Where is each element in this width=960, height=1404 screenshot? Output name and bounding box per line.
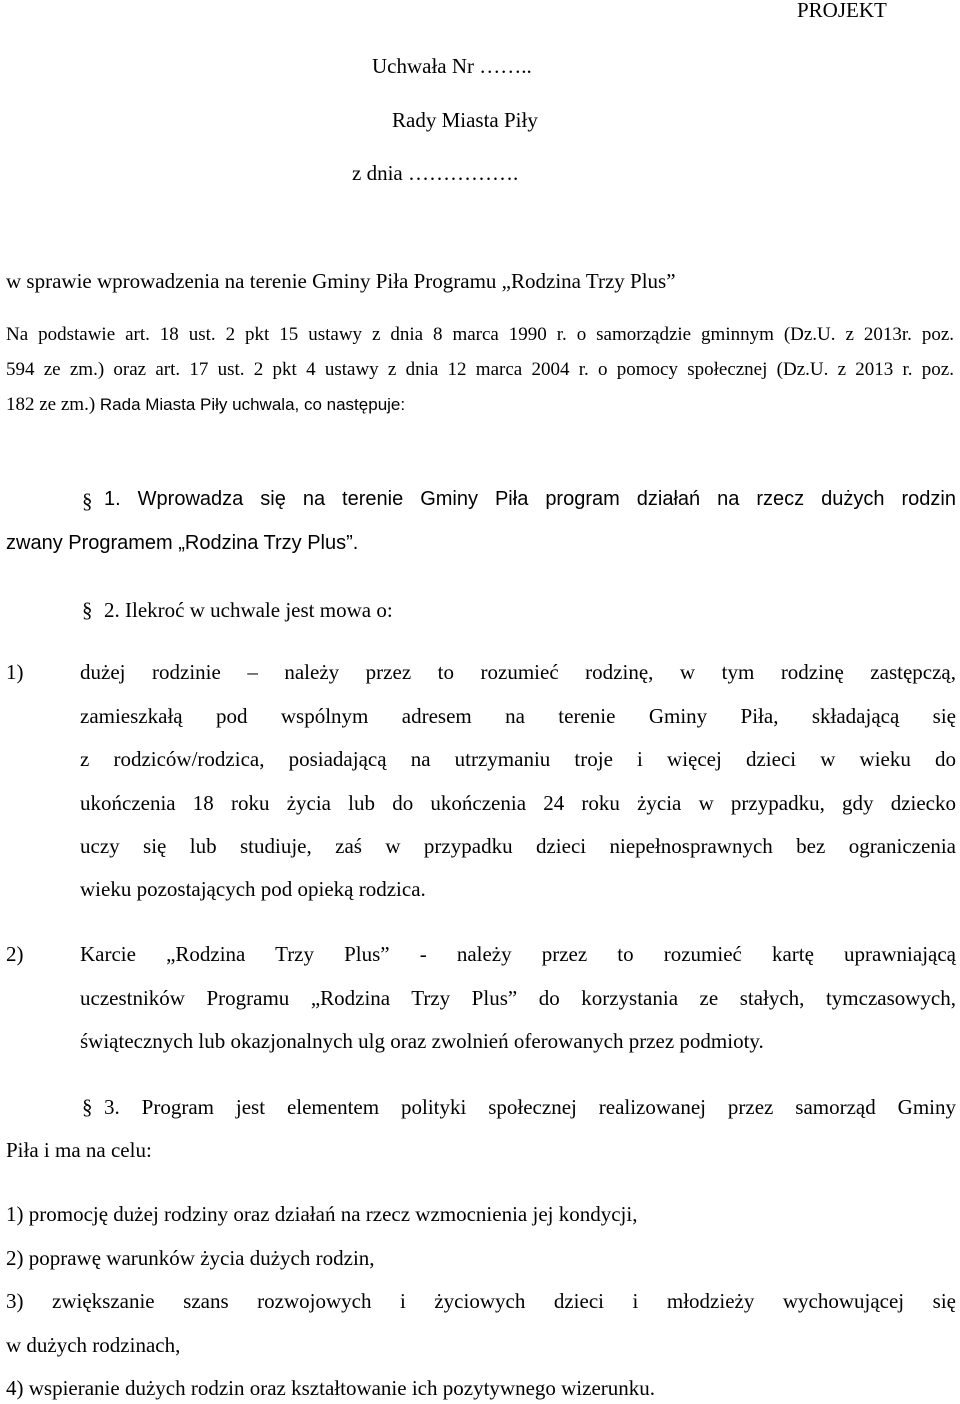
definition-1-number: 1) [6, 660, 24, 684]
legal-basis-line-3 [6, 394, 405, 416]
goal-item: 2) poprawę warunków życia dużych rodzin, [6, 1246, 375, 1270]
definition-1-line: dużej rodzinie – należy przez to rozumieć rodzinę, w tym rodzinę zastępczą, [80, 660, 956, 684]
definition-2-line: uczestników Programu „Rodzina Trzy Plus” do korzystania ze stałych, tymczasowych, [80, 986, 956, 1010]
project-label: PROJEKT [797, 0, 887, 22]
section-1-symbol: § [82, 489, 93, 513]
resolution-date: z dnia ……………. [352, 161, 519, 185]
goal-item-continued: w dużych rodzinach, [6, 1333, 181, 1357]
section-3-symbol: § [82, 1095, 93, 1119]
legal-basis-citation: 182 ze zm.) [6, 394, 96, 415]
goal-item: 3) zwiększanie szans rozwojowych i życiowych dzieci i młodzieży wychowującej się [6, 1289, 956, 1313]
goal-item: 1) promocję dużej rodziny oraz działań na rzecz wzmocnienia jej kondycji, [6, 1202, 638, 1226]
definition-1-line: zamieszkałą pod wspólnym adresem na terenie Gminy Piła, składającą się [80, 704, 956, 728]
section-1-line-2: zwany Programem „Rodzina Trzy Plus”. [6, 532, 359, 554]
definition-1-line: uczy się lub studiuje, zaś w przypadku dzieci niepełnosprawnych bez ograniczenia [80, 834, 956, 858]
resolution-number: Uchwała Nr …….. [372, 54, 532, 78]
section-1-line-1: 1. Wprowadza się na terenie Gminy Piła program działań na rzecz dużych rodzin [104, 488, 956, 510]
definition-1-line: wieku pozostających pod opieką rodzica. [80, 877, 426, 901]
resolution-subject: w sprawie wprowadzenia na terenie Gminy Piła Programu „Rodzina Trzy Plus” [6, 269, 676, 293]
section-2-symbol: § [82, 598, 93, 622]
legal-basis-line-1: Na podstawie art. 18 ust. 2 pkt 15 ustawy z dnia 8 marca 1990 r. o samorządzie gminnym (Dz.U. z 2013r. poz. [6, 324, 954, 345]
definition-2-number: 2) [6, 942, 24, 966]
section-3-line-1: 3. Program jest elementem polityki społecznej realizowanej przez samorząd Gminy [104, 1095, 956, 1119]
definition-1-line: ukończenia 18 roku życia lub do ukończenia 24 roku życia w przypadku, gdy dziecko [80, 791, 956, 815]
council-name: Rady Miasta Piły [392, 108, 538, 132]
goal-item: 4) wspieranie dużych rodzin oraz kształtowanie ich pozytywnego wizerunku. [6, 1376, 656, 1400]
definition-2-line: Karcie „Rodzina Trzy Plus” - należy przez to rozumieć kartę uprawniającą [80, 942, 956, 966]
section-2-intro: 2. Ilekroć w uchwale jest mowa o: [104, 598, 393, 622]
definition-2-line: świątecznych lub okazjonalnych ulg oraz zwolnień oferowanych przez podmioty. [80, 1029, 764, 1053]
definition-1-line: z rodziców/rodzica, posiadającą na utrzymaniu troje i więcej dzieci w wieku do [80, 747, 956, 771]
legal-basis-line-2: 594 ze zm.) oraz art. 17 ust. 2 pkt 4 ustawy z dnia 12 marca 2004 r. o pomocy społecznej (Dz.U. z 2013 r. poz. [6, 359, 954, 380]
section-3-line-2: Piła i ma na celu: [6, 1138, 152, 1162]
legal-basis-enacting-clause: Rada Miasta Piły uchwala, co następuje: [95, 395, 406, 414]
